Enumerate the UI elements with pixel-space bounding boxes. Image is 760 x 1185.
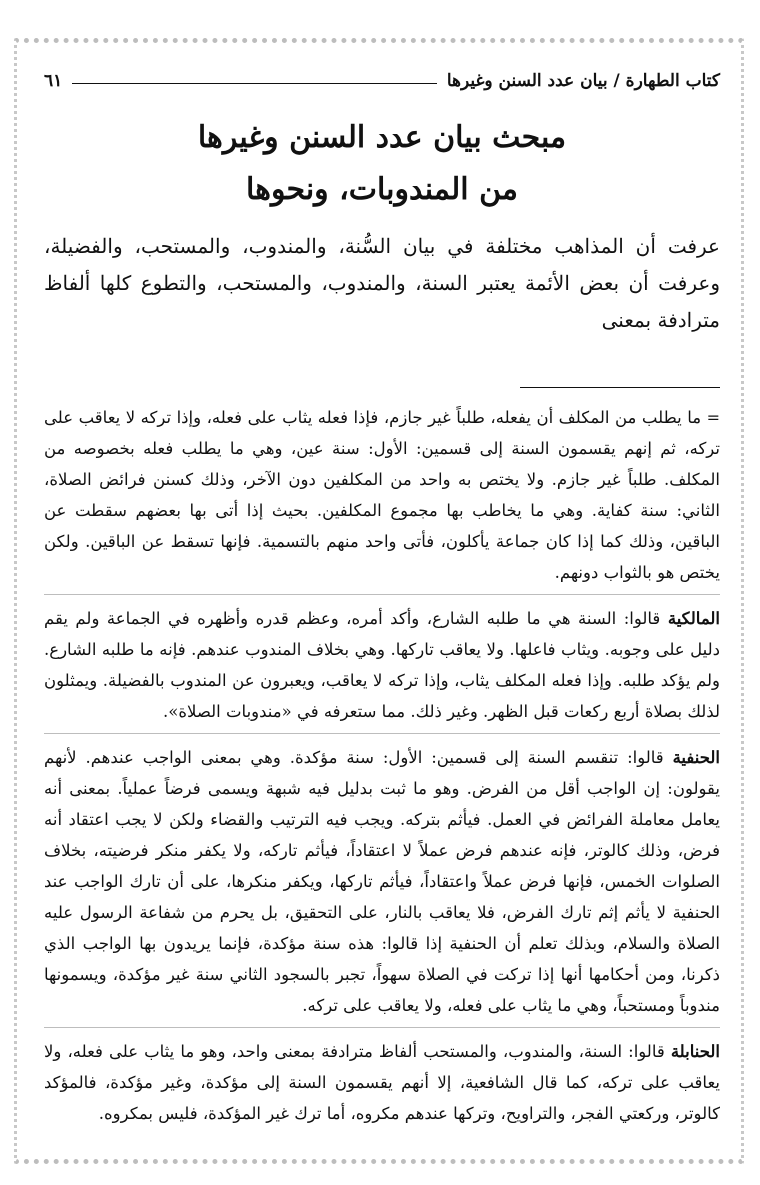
footnote-paragraph-hanbali bbox=[44, 1036, 720, 1135]
section-title: مبحث بيان عدد السنن وغيرها bbox=[197, 120, 567, 155]
footnote-paragraph-hanafi bbox=[44, 742, 720, 1028]
section-subtitle: من المندوبات، ونحوها bbox=[246, 172, 518, 207]
footnote-paragraph-general bbox=[44, 402, 720, 595]
header-rule bbox=[72, 83, 437, 84]
footnote-text: قالوا: تنقسم السنة إلى قسمين: الأول: سنة مؤكدة. وهي بمعنى الواجب عندهم. لأنهم يقولون: إن الواجب أقل من الفرض. وهو ما ثبت بدليل فيه شبهة ويسمى فرضاً عملياً. بمعنى أنه يعامل معاملة الفرائض في العمل. فيأثم بتركه. ويجب فيه الترتيب والقضاء ولكن لا يجب اعتقاد أنه فرض، وذلك كالوتر، فإنه عندهم فرض عملاً لا اعتقاداً، فيأثم تاركه، ولا يكفر منكر فرضيته، بخلاف الصلوات الخمس، فإنها فرض عملاً واعتقاداً، فيأثم تاركها، ويكفر منكرها، على أن تارك الواجب عند الحنفية لا يأثم إثم تارك الفرض، فلا يعاقب بالنار، على التحقيق، بل يحرم من شفاعة الرسول عليه الصلاة والسلام، وبذلك تعلم أن الحنفية إذا قالوا: هذه سنة مؤكدة، فإنما يريدون بها الواجب الذي ذكرنا، ومن أحكامها أنها إذا تركت في الصلاة سهواً، تجبر بالسجود الثاني سنة غير مؤكدة، ويسمونها مندوباً ومستحباً، وهي ما يثاب على فعله، ولا يعاقب على تركه. bbox=[44, 748, 720, 1015]
footnote-text: ما يطلب من المكلف أن يفعله، طلباً غير جازم، فإذا فعله يثاب على فعله، وإذا تركه لا يعاقب على تركه، ثم إنهم يقسمون السنة إلى قسمين: الأول: سنة عين، وهي ما يطلب فعله بخصوصه من المكلف. طلباً غير جازم. ولا يختص به واحد من المكلفين دون الآخر، وذلك كسنن فرائض الصلاة، الثاني: سنة كفاية. وهي ما يخاطب بها مجموع المكلفين. بحيث إذا أتى بها بعضهم سقطت عن الباقين، وذلك كما إذا كان جماعة يأكلون، فأتى واحد منهم بالتسمية. فإنها تسقط عن الباقين. ولكن يختص هو بالثواب دونهم. bbox=[44, 408, 720, 582]
running-title: كتاب الطهارة / بيان عدد السنن وغيرها bbox=[446, 71, 720, 91]
page-number: ٦١ bbox=[44, 71, 63, 91]
footnote-paragraph-maliki bbox=[44, 603, 720, 734]
footnote-separator bbox=[520, 387, 720, 388]
running-header bbox=[44, 68, 720, 94]
footnote-text: قالوا: السنة هي ما طلبه الشارع، وأكد أمره، وعظم قدره وأظهره في الجماعة ولم يقم دليل على وجوبه. ويثاب فاعلها. ولا يعاقب تاركها. وهي بخلاف المندوب عندهم. فإنه ما طلبه الشارع. ولم يؤكد طلبه. وإذا فعله المكلف يثاب، وإذا تركه لا يعاقب، ويعبرون عن المندوب بالفضيلة. ويمثلون لذلك بصلاة أربع ركعات قبل الظهر. وغير ذلك. مما ستعرفه في «مندوبات الصلاة». bbox=[44, 609, 720, 721]
page-content bbox=[44, 68, 720, 1143]
school-name-maliki: المالكية bbox=[667, 609, 720, 628]
footnote-text: قالوا: السنة، والمندوب، والمستحب ألفاظ مترادفة بمعنى واحد، وهو ما يثاب على فعله، ولا يعاقب على تركه، كما قال الشافعية، إلا أنهم يقسمون السنة إلى مؤكدة، وغير مؤكدة، فالمؤكد كالوتر، وركعتي الفجر، والتراويح، وتركها عندهم مكروه، أما ترك غير المؤكدة، فليس بمكروه. bbox=[44, 1042, 720, 1123]
school-name-hanbali: الحنابلة bbox=[670, 1042, 720, 1061]
footnote-separator-wrap bbox=[44, 359, 720, 388]
footnotes bbox=[44, 402, 720, 1135]
intro-paragraph: عرفت أن المذاهب مختلفة في بيان السُّنة، والمندوب، والمستحب، والفضيلة، وعرفت أن بعض الأئمة يعتبر السنة، والمندوب، والمستحب، والتطوع كلها ألفاظ مترادفة بمعنى bbox=[44, 234, 720, 332]
continuation-mark: = bbox=[706, 408, 720, 427]
school-name-hanafi: الحنفية bbox=[672, 748, 720, 767]
